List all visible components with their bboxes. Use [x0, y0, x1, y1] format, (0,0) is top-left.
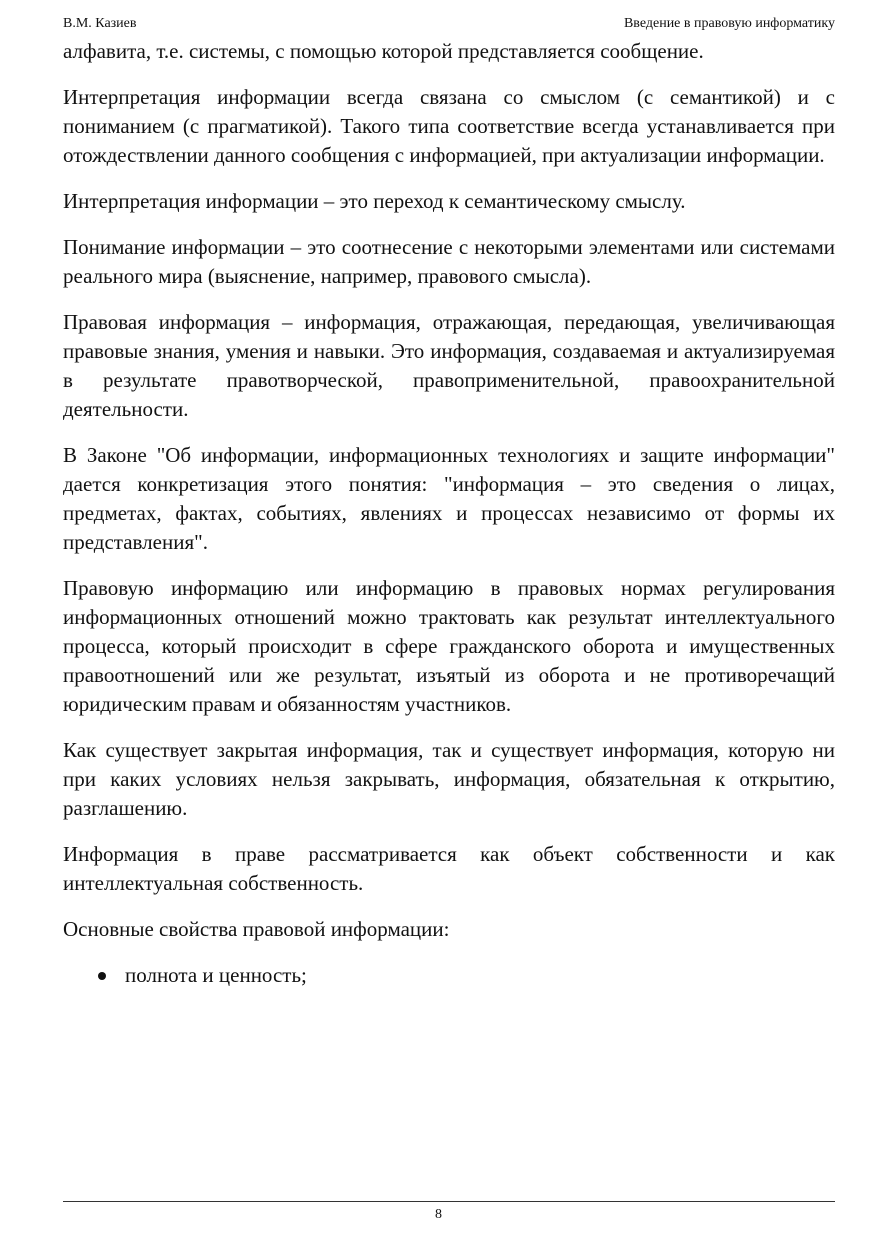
paragraph: Как существует закрытая информация, так и существует информация, которую ни при каких условиях нельзя закрывать, информация, обязательная к открытию, разглашению. — [63, 738, 835, 820]
paragraph: Интерпретация информации – это переход к семантическому смыслу. — [63, 189, 686, 213]
paragraph: Правовую информацию или информацию в правовых нормах регулирования информационных отношений можно трактовать как результат интеллектуального процесса, который происходит в сфере гражданского оборота и имущественных правоотношений или же результат, изъятый из оборота и не противоречащий юридическим правам и обязанностям участников. — [63, 576, 835, 716]
paragraph: Информация в праве рассматривается как объект собственности и как интеллектуальная собственность. — [63, 842, 835, 895]
properties-list — [63, 961, 835, 990]
paragraph-continuation: алфавита, т.е. системы, с помощью которой представляется сообщение. — [63, 39, 704, 63]
page-number: 8 — [435, 1207, 442, 1222]
list-item — [63, 961, 835, 990]
header-book-title: Введение в правовую информатику — [623, 16, 835, 31]
paragraph: Интерпретация информации всегда связана со смыслом (с семантикой) и с пониманием (с прагматикой). Такого типа соответствие всегда устанавливается при отождествлении данного сообщения с информацией, при актуализации информации. — [63, 85, 835, 167]
bullet-icon — [98, 972, 106, 980]
page-content — [63, 37, 835, 990]
list-intro: Основные свойства правовой информации: — [63, 917, 450, 941]
list-item-text: полнота и ценность; — [125, 963, 307, 987]
paragraph: Правовая информация – информация, отражающая, передающая, увеличивающая правовые знания, умения и навыки. Это информация, создаваемая и актуализируемая в результате правотворческой, правоприменительной, правоохранительной деятельности. — [63, 310, 835, 421]
paragraph: В Законе "Об информации, информационных технологиях и защите информации" дается конкретизация этого понятия: "информация – это сведения о лицах, предметах, фактах, событиях, явлениях и процессах независимо от формы их представления". — [63, 443, 835, 554]
footer-divider — [63, 1201, 835, 1202]
header-author: В.М. Казиев — [63, 16, 137, 31]
paragraph: Понимание информации – это соотнесение с некоторыми элементами или системами реального мира (выяснение, например, правового смысла). — [63, 235, 835, 288]
